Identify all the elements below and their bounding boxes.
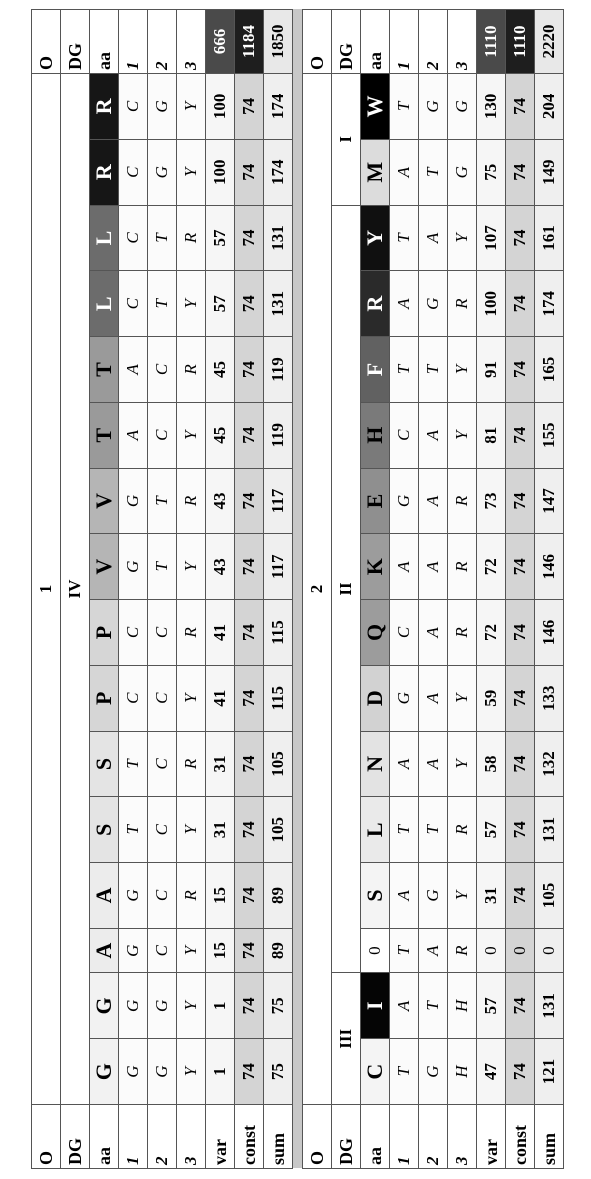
var-cell: 45 bbox=[206, 337, 235, 403]
const-total: 1110 bbox=[506, 10, 535, 74]
sum-cell: 174 bbox=[264, 139, 293, 205]
codon-cell: A bbox=[390, 139, 419, 205]
codon-cell: C bbox=[148, 337, 177, 403]
codon-cell: Y bbox=[177, 973, 206, 1039]
codon-cell: A bbox=[419, 402, 448, 468]
codon-cell: R bbox=[177, 731, 206, 797]
codon-cell: C bbox=[148, 402, 177, 468]
const-cell: 74 bbox=[235, 1039, 264, 1105]
sum-cell: 105 bbox=[264, 731, 293, 797]
codon-cell: A bbox=[119, 402, 148, 468]
codon-cell: T bbox=[390, 74, 419, 140]
codon-cell: Y bbox=[177, 1039, 206, 1105]
codon-cell: G bbox=[148, 973, 177, 1039]
const-cell: 74 bbox=[235, 665, 264, 731]
row-label-r3: 3 bbox=[177, 1105, 206, 1169]
codon-cell: T bbox=[390, 205, 419, 271]
codon-row-r3 bbox=[448, 10, 477, 1169]
sum-cell: 89 bbox=[264, 928, 293, 973]
var-cell: 100 bbox=[477, 271, 506, 337]
codon-cell: A bbox=[419, 205, 448, 271]
const-cell: 74 bbox=[506, 534, 535, 600]
var-cell: 75 bbox=[477, 139, 506, 205]
const-cell: 74 bbox=[506, 731, 535, 797]
codon-cell: G bbox=[119, 863, 148, 929]
amino-acid-cell: L bbox=[90, 205, 119, 271]
var-cell: 45 bbox=[206, 402, 235, 468]
codon-cell: G bbox=[119, 1039, 148, 1105]
const-cell: 74 bbox=[235, 74, 264, 140]
o-row bbox=[303, 10, 332, 1169]
codon-row-r1 bbox=[390, 10, 419, 1169]
const-cell: 74 bbox=[506, 468, 535, 534]
codon-cell: G bbox=[390, 665, 419, 731]
amino-acid-cell: E bbox=[361, 468, 390, 534]
codon-cell: R bbox=[448, 600, 477, 666]
codon-cell: Y bbox=[448, 731, 477, 797]
codon-cell: A bbox=[390, 534, 419, 600]
amino-acid-cell: K bbox=[361, 534, 390, 600]
amino-acid-cell: D bbox=[361, 665, 390, 731]
sum-cell: 131 bbox=[264, 271, 293, 337]
dg-row bbox=[332, 10, 361, 1169]
amino-acid-cell: H bbox=[361, 402, 390, 468]
sum-cell: 204 bbox=[535, 74, 564, 140]
var-row bbox=[477, 10, 506, 1169]
codon-cell: Y bbox=[448, 665, 477, 731]
codon-cell: H bbox=[448, 973, 477, 1039]
const-cell: 74 bbox=[506, 1039, 535, 1105]
group-label: II bbox=[332, 205, 361, 973]
sum-cell: 174 bbox=[535, 271, 564, 337]
codon-cell: C bbox=[119, 205, 148, 271]
row-label-var: var bbox=[477, 1105, 506, 1169]
row-label-const: const bbox=[506, 1105, 535, 1169]
amino-acid-table bbox=[31, 9, 564, 1169]
codon-cell: A bbox=[419, 468, 448, 534]
var-cell: 15 bbox=[206, 928, 235, 973]
codon-cell: T bbox=[148, 534, 177, 600]
block-separator bbox=[293, 10, 303, 1169]
sum-cell: 149 bbox=[535, 139, 564, 205]
amino-acid-cell: W bbox=[361, 74, 390, 140]
sum-cell: 119 bbox=[264, 402, 293, 468]
codon-cell: G bbox=[119, 468, 148, 534]
sum-cell: 131 bbox=[264, 205, 293, 271]
codon-cell: G bbox=[148, 1039, 177, 1105]
codon-cell: G bbox=[148, 74, 177, 140]
var-cell: 31 bbox=[206, 797, 235, 863]
amino-acid-cell: G bbox=[90, 973, 119, 1039]
codon-cell: C bbox=[119, 139, 148, 205]
codon-cell: C bbox=[390, 600, 419, 666]
sum-cell: 115 bbox=[264, 600, 293, 666]
sum-cell: 131 bbox=[535, 973, 564, 1039]
codon-cell: A bbox=[390, 863, 419, 929]
const-cell: 74 bbox=[235, 797, 264, 863]
codon-cell: T bbox=[148, 271, 177, 337]
var-cell: 57 bbox=[206, 271, 235, 337]
row-label-o: O bbox=[32, 1105, 61, 1169]
codon-cell: Y bbox=[177, 928, 206, 973]
const-cell: 74 bbox=[235, 928, 264, 973]
row-label-const: const bbox=[235, 1105, 264, 1169]
amino-acid-cell: Q bbox=[361, 600, 390, 666]
codon-cell: G bbox=[148, 139, 177, 205]
const-cell: 74 bbox=[235, 600, 264, 666]
codon-cell: G bbox=[119, 928, 148, 973]
codon-cell: R bbox=[448, 797, 477, 863]
sum-cell: 121 bbox=[535, 1039, 564, 1105]
var-total: 1110 bbox=[477, 10, 506, 74]
codon-cell: A bbox=[419, 600, 448, 666]
var-cell: 31 bbox=[206, 731, 235, 797]
codon-cell: G bbox=[419, 74, 448, 140]
var-total: 666 bbox=[206, 10, 235, 74]
var-cell: 41 bbox=[206, 600, 235, 666]
codon-row-r1 bbox=[119, 10, 148, 1169]
codon-cell: G bbox=[119, 534, 148, 600]
var-cell: 1 bbox=[206, 973, 235, 1039]
amino-acid-cell: A bbox=[90, 928, 119, 973]
row-label-var: var bbox=[206, 1105, 235, 1169]
amino-acid-cell: C bbox=[361, 1039, 390, 1105]
codon-cell: C bbox=[119, 74, 148, 140]
codon-cell: T bbox=[419, 973, 448, 1039]
group-label: IV bbox=[61, 74, 90, 1105]
const-cell: 74 bbox=[235, 534, 264, 600]
codon-cell: A bbox=[119, 337, 148, 403]
codon-cell: T bbox=[390, 928, 419, 973]
codon-cell: R bbox=[177, 600, 206, 666]
codon-cell: C bbox=[148, 928, 177, 973]
const-cell: 74 bbox=[235, 973, 264, 1039]
codon-row-r2 bbox=[419, 10, 448, 1169]
amino-acid-cell: V bbox=[90, 468, 119, 534]
amino-acid-cell: S bbox=[90, 731, 119, 797]
sum-cell: 165 bbox=[535, 337, 564, 403]
var-cell: 72 bbox=[477, 534, 506, 600]
const-cell: 74 bbox=[506, 74, 535, 140]
sum-cell: 117 bbox=[264, 534, 293, 600]
amino-acid-cell: S bbox=[361, 863, 390, 929]
amino-acid-cell: R bbox=[361, 271, 390, 337]
var-row bbox=[206, 10, 235, 1169]
codon-cell: A bbox=[419, 928, 448, 973]
codon-cell: C bbox=[119, 271, 148, 337]
codon-cell: T bbox=[119, 797, 148, 863]
const-total: 1184 bbox=[235, 10, 264, 74]
amino-acid-cell: Y bbox=[361, 205, 390, 271]
var-cell: 1 bbox=[206, 1039, 235, 1105]
sum-cell: 146 bbox=[535, 534, 564, 600]
const-row bbox=[506, 10, 535, 1169]
codon-cell: Y bbox=[177, 139, 206, 205]
codon-cell: R bbox=[448, 271, 477, 337]
row-label-dg: DG bbox=[332, 1105, 361, 1169]
var-cell: 43 bbox=[206, 468, 235, 534]
row-label-r3: 3 bbox=[448, 1105, 477, 1169]
codon-cell: C bbox=[148, 600, 177, 666]
const-cell: 74 bbox=[506, 600, 535, 666]
row-label-dg-end: DG bbox=[332, 10, 361, 74]
sum-cell: 105 bbox=[535, 863, 564, 929]
row-label-o-end: O bbox=[32, 10, 61, 74]
row-label-r1: 1 bbox=[390, 1105, 419, 1169]
row-label-r2: 2 bbox=[148, 1105, 177, 1169]
row-label-r2-end: 2 bbox=[419, 10, 448, 74]
row-label-r1-end: 1 bbox=[119, 10, 148, 74]
row-label-r3-end: 3 bbox=[448, 10, 477, 74]
var-cell: 72 bbox=[477, 600, 506, 666]
codon-cell: C bbox=[148, 863, 177, 929]
var-cell: 57 bbox=[477, 973, 506, 1039]
sum-cell: 155 bbox=[535, 402, 564, 468]
codon-cell: Y bbox=[177, 271, 206, 337]
codon-cell: G bbox=[419, 863, 448, 929]
const-cell: 74 bbox=[506, 797, 535, 863]
sum-cell: 146 bbox=[535, 600, 564, 666]
sum-cell: 119 bbox=[264, 337, 293, 403]
var-cell: 15 bbox=[206, 863, 235, 929]
const-cell: 74 bbox=[506, 665, 535, 731]
codon-cell: C bbox=[119, 665, 148, 731]
codon-cell: T bbox=[148, 205, 177, 271]
amino-acid-cell: T bbox=[90, 337, 119, 403]
codon-cell: R bbox=[177, 468, 206, 534]
sum-row bbox=[264, 10, 293, 1169]
sum-cell: 174 bbox=[264, 74, 293, 140]
amino-acid-cell: R bbox=[90, 139, 119, 205]
codon-cell: G bbox=[119, 973, 148, 1039]
var-cell: 73 bbox=[477, 468, 506, 534]
codon-cell: R bbox=[177, 863, 206, 929]
row-label-r2-end: 2 bbox=[148, 10, 177, 74]
const-cell: 74 bbox=[235, 863, 264, 929]
codon-cell: T bbox=[419, 797, 448, 863]
separator-band bbox=[293, 10, 303, 1169]
amino-acid-cell: S bbox=[90, 797, 119, 863]
sum-cell: 133 bbox=[535, 665, 564, 731]
dg-row bbox=[61, 10, 90, 1169]
var-cell: 130 bbox=[477, 74, 506, 140]
amino-acid-cell: L bbox=[90, 271, 119, 337]
codon-cell: T bbox=[148, 468, 177, 534]
codon-cell: T bbox=[119, 731, 148, 797]
row-label-o: O bbox=[303, 1105, 332, 1169]
sum-cell: 115 bbox=[264, 665, 293, 731]
codon-cell: Y bbox=[177, 74, 206, 140]
codon-cell: R bbox=[448, 468, 477, 534]
amino-acid-cell: L bbox=[361, 797, 390, 863]
const-cell: 74 bbox=[506, 337, 535, 403]
amino-acid-cell: A bbox=[90, 863, 119, 929]
codon-cell: C bbox=[148, 731, 177, 797]
sum-total: 2220 bbox=[535, 10, 564, 74]
codon-cell: A bbox=[419, 731, 448, 797]
amino-acid-cell: P bbox=[90, 600, 119, 666]
var-cell: 47 bbox=[477, 1039, 506, 1105]
sum-total: 1850 bbox=[264, 10, 293, 74]
codon-cell: G bbox=[390, 468, 419, 534]
var-cell: 58 bbox=[477, 731, 506, 797]
row-label-sum: sum bbox=[535, 1105, 564, 1169]
codon-cell: T bbox=[419, 337, 448, 403]
var-cell: 91 bbox=[477, 337, 506, 403]
const-cell: 0 bbox=[506, 928, 535, 973]
sum-cell: 89 bbox=[264, 863, 293, 929]
const-row bbox=[235, 10, 264, 1169]
codon-cell: Y bbox=[448, 863, 477, 929]
codon-cell: Y bbox=[177, 534, 206, 600]
const-cell: 74 bbox=[506, 205, 535, 271]
codon-cell: R bbox=[177, 205, 206, 271]
codon-cell: H bbox=[448, 1039, 477, 1105]
const-cell: 74 bbox=[506, 271, 535, 337]
const-cell: 74 bbox=[235, 139, 264, 205]
codon-cell: Y bbox=[177, 402, 206, 468]
codon-cell: R bbox=[177, 337, 206, 403]
var-cell: 43 bbox=[206, 534, 235, 600]
var-cell: 59 bbox=[477, 665, 506, 731]
o-row bbox=[32, 10, 61, 1169]
row-label-dg: DG bbox=[61, 1105, 90, 1169]
codon-cell: G bbox=[448, 74, 477, 140]
codon-cell: G bbox=[419, 271, 448, 337]
order-value: 1 bbox=[32, 74, 61, 1105]
codon-cell: A bbox=[419, 534, 448, 600]
group-label: I bbox=[332, 74, 361, 206]
row-label-o-end: O bbox=[303, 10, 332, 74]
codon-row-r2 bbox=[148, 10, 177, 1169]
var-cell: 100 bbox=[206, 139, 235, 205]
codon-cell: A bbox=[390, 973, 419, 1039]
amino-acid-cell: N bbox=[361, 731, 390, 797]
amino-acid-cell: F bbox=[361, 337, 390, 403]
amino-acid-cell: 0 bbox=[361, 928, 390, 973]
codon-cell: C bbox=[390, 402, 419, 468]
sum-cell: 75 bbox=[264, 973, 293, 1039]
codon-cell: R bbox=[448, 928, 477, 973]
row-label-aa-end: aa bbox=[361, 10, 390, 74]
const-cell: 74 bbox=[506, 973, 535, 1039]
sum-cell: 0 bbox=[535, 928, 564, 973]
codon-row-r3 bbox=[177, 10, 206, 1169]
codon-cell: Y bbox=[448, 402, 477, 468]
const-cell: 74 bbox=[235, 731, 264, 797]
const-cell: 74 bbox=[235, 402, 264, 468]
row-label-sum: sum bbox=[264, 1105, 293, 1169]
codon-cell: G bbox=[448, 139, 477, 205]
const-cell: 74 bbox=[506, 402, 535, 468]
sum-cell: 161 bbox=[535, 205, 564, 271]
amino-acid-cell: M bbox=[361, 139, 390, 205]
codon-cell: R bbox=[448, 534, 477, 600]
row-label-dg-end: DG bbox=[61, 10, 90, 74]
codon-cell: A bbox=[390, 271, 419, 337]
const-cell: 74 bbox=[506, 863, 535, 929]
var-cell: 100 bbox=[206, 74, 235, 140]
codon-cell: C bbox=[119, 600, 148, 666]
const-cell: 74 bbox=[235, 337, 264, 403]
const-cell: 74 bbox=[235, 468, 264, 534]
amino-acid-cell: V bbox=[90, 534, 119, 600]
amino-acid-cell: T bbox=[90, 402, 119, 468]
row-label-r3-end: 3 bbox=[177, 10, 206, 74]
sum-cell: 147 bbox=[535, 468, 564, 534]
sum-cell: 117 bbox=[264, 468, 293, 534]
order-value: 2 bbox=[303, 74, 332, 1105]
amino-acid-cell: G bbox=[90, 1039, 119, 1105]
codon-cell: A bbox=[419, 665, 448, 731]
var-cell: 107 bbox=[477, 205, 506, 271]
codon-cell: T bbox=[390, 797, 419, 863]
codon-cell: T bbox=[390, 1039, 419, 1105]
aa-row bbox=[90, 10, 119, 1169]
group-label: III bbox=[332, 973, 361, 1105]
var-cell: 31 bbox=[477, 863, 506, 929]
row-label-aa: aa bbox=[90, 1105, 119, 1169]
row-label-r1-end: 1 bbox=[390, 10, 419, 74]
amino-acid-cell: P bbox=[90, 665, 119, 731]
codon-cell: G bbox=[419, 1039, 448, 1105]
codon-cell: Y bbox=[177, 797, 206, 863]
codon-cell: T bbox=[390, 337, 419, 403]
codon-cell: C bbox=[148, 797, 177, 863]
codon-cell: T bbox=[419, 139, 448, 205]
codon-cell: C bbox=[148, 665, 177, 731]
var-cell: 41 bbox=[206, 665, 235, 731]
row-label-aa: aa bbox=[361, 1105, 390, 1169]
sum-cell: 75 bbox=[264, 1039, 293, 1105]
codon-cell: Y bbox=[448, 205, 477, 271]
codon-cell: A bbox=[390, 731, 419, 797]
amino-acid-cell: R bbox=[90, 74, 119, 140]
row-label-aa-end: aa bbox=[90, 10, 119, 74]
var-cell: 57 bbox=[206, 205, 235, 271]
sum-row bbox=[535, 10, 564, 1169]
aa-row bbox=[361, 10, 390, 1169]
sum-cell: 132 bbox=[535, 731, 564, 797]
const-cell: 74 bbox=[235, 205, 264, 271]
const-cell: 74 bbox=[506, 139, 535, 205]
codon-cell: Y bbox=[177, 665, 206, 731]
row-label-r1: 1 bbox=[119, 1105, 148, 1169]
var-cell: 81 bbox=[477, 402, 506, 468]
row-label-r2: 2 bbox=[419, 1105, 448, 1169]
var-cell: 0 bbox=[477, 928, 506, 973]
var-cell: 57 bbox=[477, 797, 506, 863]
const-cell: 74 bbox=[235, 271, 264, 337]
codon-cell: Y bbox=[448, 337, 477, 403]
sum-cell: 131 bbox=[535, 797, 564, 863]
amino-acid-cell: I bbox=[361, 973, 390, 1039]
sum-cell: 105 bbox=[264, 797, 293, 863]
